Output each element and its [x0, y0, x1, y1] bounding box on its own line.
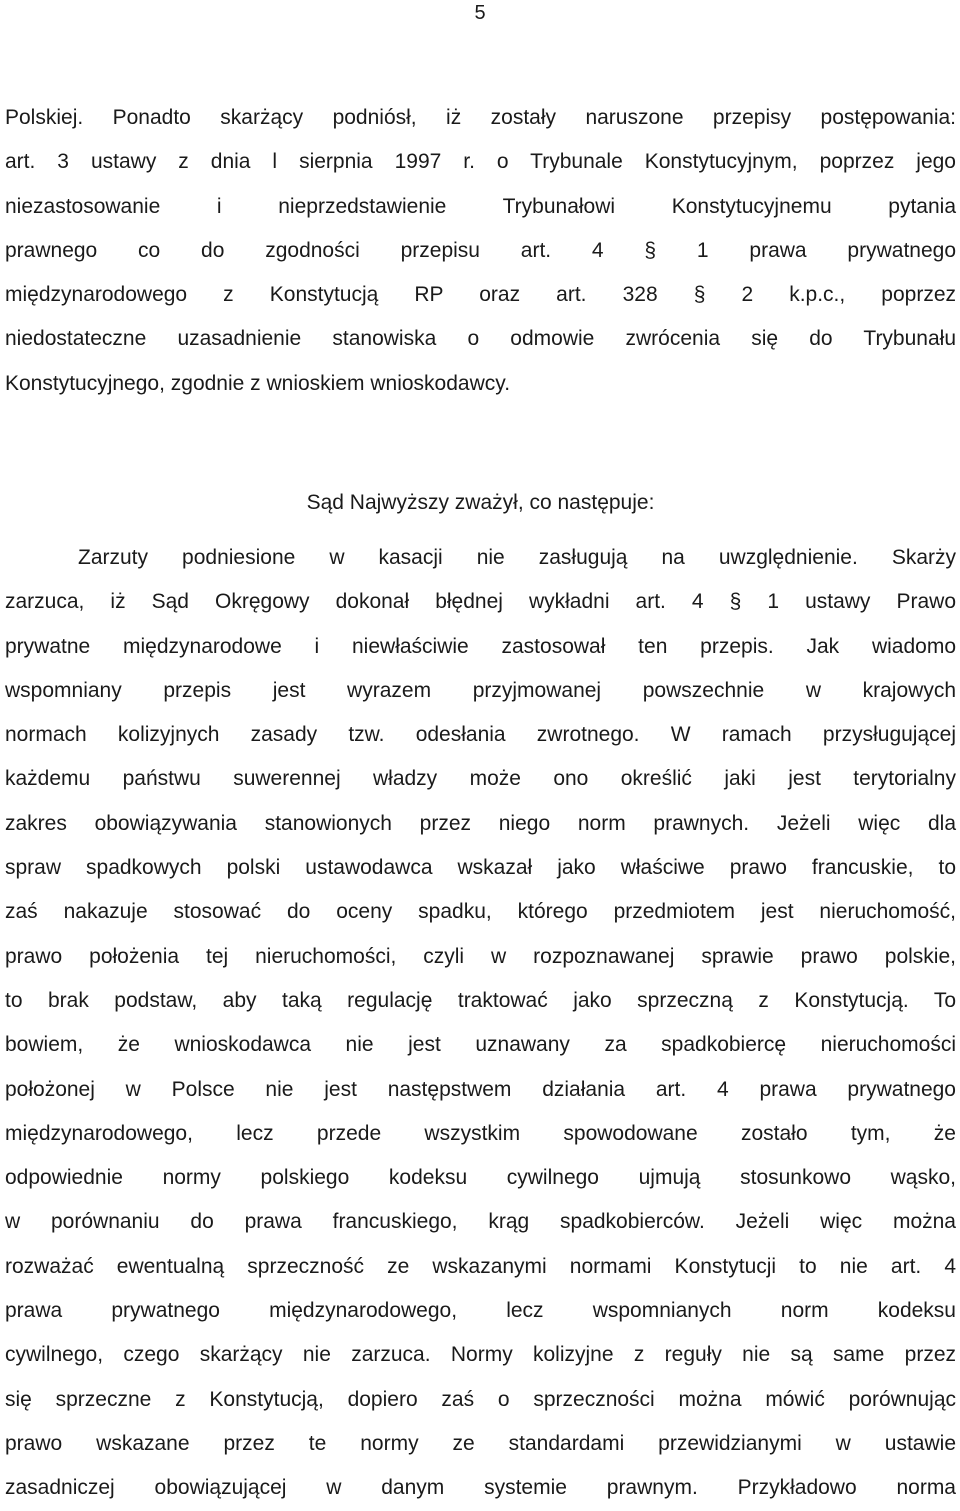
- text-line: w porównaniu do prawa francuskiego, krąg spadkobierców. Jeżeli więc można: [5, 1210, 956, 1234]
- text-line: zarzuca, iż Sąd Okręgowy dokonał błędnej wykładni art. 4 § 1 ustawy Prawo: [5, 590, 956, 614]
- text-line: się sprzeczne z Konstytucją, dopiero zaś o sprzeczności można mówić porównując: [5, 1387, 956, 1411]
- page-number: 5: [474, 2, 486, 24]
- text-line: prawnego co do zgodności przepisu art. 4 § 1 prawa prywatnego: [5, 238, 956, 262]
- text-line: każdemu państwu suwerennej władzy może ono określić jaki jest terytorialny: [5, 767, 956, 791]
- text-line: to brak podstaw, aby taką regulację traktować jako sprzeczną z Konstytucją. To: [5, 988, 956, 1012]
- text-line: prawa prywatnego międzynarodowego, lecz wspomnianych norm kodeksu: [5, 1299, 956, 1323]
- text-line: prawo położenia tej nieruchomości, czyli w rozpoznawanej sprawie prawo polskie,: [5, 944, 956, 968]
- paragraph-reasoning: [5, 536, 956, 1511]
- text-line: prawo wskazane przez te normy ze standardami przewidzianymi w ustawie: [5, 1431, 956, 1455]
- text-line: prywatne międzynarodowe i niewłaściwie zastosował ten przepis. Jak wiadomo: [5, 634, 956, 658]
- text-line: rozważać ewentualną sprzeczność ze wskazanymi normami Konstytucji to nie art. 4: [5, 1254, 956, 1278]
- section-heading: [5, 481, 956, 525]
- text-line: bowiem, że wnioskodawca nie jest uznawany za spadkobiercę nieruchomości: [5, 1033, 956, 1057]
- text-line: cywilnego, czego skarżący nie zarzuca. Normy kolizyjne z reguły nie są same przez: [5, 1343, 956, 1367]
- text-line: położonej w Polsce nie jest następstwem działania art. 4 prawa prywatnego: [5, 1077, 956, 1101]
- text-line: normach kolizyjnych zasady tzw. odesłania zwrotnego. W ramach przysługującej: [5, 723, 956, 747]
- text-line: odpowiednie normy polskiego kodeksu cywilnego ujmują stosunkowo wąsko,: [5, 1166, 956, 1190]
- text-line: zasadniczej obowiązującej w danym systemie prawnym. Przykładowo norma: [5, 1476, 956, 1500]
- text-line: Konstytucyjnego, zgodnie z wnioskiem wnioskodawcy.: [5, 371, 511, 395]
- text-line: Polskiej. Ponadto skarżący podniósł, iż zostały naruszone przepisy postępowania:: [5, 106, 956, 129]
- text-line: niedostateczne uzasadnienie stanowiska o odmowie zwrócenia się do Trybunału: [5, 327, 956, 351]
- paragraph-claims: [5, 96, 956, 406]
- text-line: wspomniany przepis jest wyrazem przyjmowanej powszechnie w krajowych: [5, 678, 956, 702]
- text-line: Zarzuty podniesione w kasacji nie zasługują na uwzględnienie. Skarży: [78, 546, 956, 569]
- text-line: art. 3 ustawy z dnia l sierpnia 1997 r. o Trybunale Konstytucyjnym, poprzez jego: [5, 150, 956, 174]
- text-line: niezastosowanie i nieprzedstawienie Trybunałowi Konstytucyjnemu pytania: [5, 194, 956, 218]
- text-line: zaś nakazuje stosować do oceny spadku, którego przedmiotem jest nieruchomość,: [5, 900, 956, 924]
- text-line: spraw spadkowych polski ustawodawca wskazał jako właściwe prawo francuskie, to: [5, 856, 956, 880]
- text-line: zakres obowiązywania stanowionych przez niego norm prawnych. Jeżeli więc dla: [5, 811, 956, 835]
- text-line: międzynarodowego, lecz przede wszystkim spowodowane zostało tym, że: [5, 1121, 956, 1145]
- text-line: międzynarodowego z Konstytucją RP oraz art. 328 § 2 k.p.c., poprzez: [5, 283, 956, 307]
- heading-text: Sąd Najwyższy zważył, co następuje:: [306, 491, 655, 514]
